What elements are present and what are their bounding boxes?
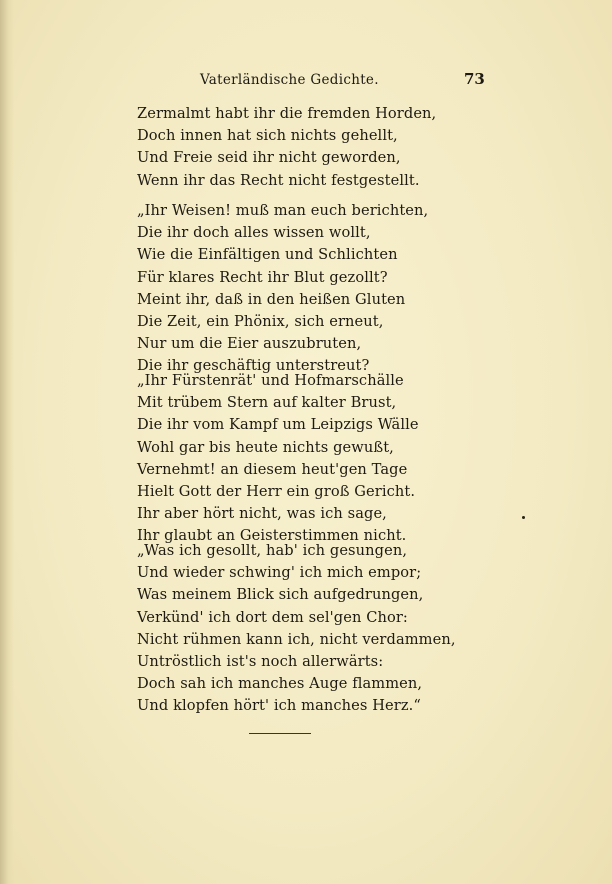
verse-line: Was meinem Blick sich aufgedrungen, — [137, 586, 424, 604]
verse-line: „Ihr Weisen! muß man euch berichten, — [137, 202, 429, 219]
verse-line: Ihr aber hört nicht, was ich sage, — [137, 505, 387, 523]
verse-line: Hielt Gott der Herr ein groß Gericht. — [137, 483, 416, 501]
verse-line: Die ihr doch alles wissen wollt, — [137, 224, 371, 242]
stanza-2 — [137, 200, 428, 378]
verse-line: Und klopfen hört' ich manches Herz.“ — [137, 697, 421, 715]
verse-line: „Was ich gesollt, hab' ich gesungen, — [137, 542, 408, 559]
section-end-rule — [249, 733, 311, 734]
stanza-3 — [137, 370, 419, 548]
verse-line: Die Zeit, ein Phönix, sich erneut, — [137, 313, 384, 331]
verse-line: Meint ihr, daß in den heißen Gluten — [137, 290, 406, 308]
verse-line: Nur um die Eier auszubruten, — [137, 335, 362, 353]
verse-line: Ihr glaubt an Geisterstimmen nicht. — [137, 527, 407, 545]
verse-line: Die ihr vom Kampf um Leipzigs Wälle — [137, 416, 419, 434]
verse-line: Wie die Einfältigen und Schlichten — [137, 246, 398, 264]
verse-line: „Ihr Fürstenrät' und Hofmarschälle — [137, 372, 404, 389]
page-number: 73 — [464, 70, 485, 88]
stanza-1 — [137, 103, 436, 192]
ink-speck — [522, 516, 525, 519]
running-title: Vaterländische Gedichte. — [200, 72, 379, 88]
verse-line: Untröstlich ist's noch allerwärts: — [137, 653, 384, 671]
verse-line: Wohl gar bis heute nichts gewußt, — [137, 438, 394, 456]
verse-line: Zermalmt habt ihr die fremden Horden, — [137, 105, 437, 122]
verse-line: Für klares Recht ihr Blut gezollt? — [137, 268, 388, 286]
page-gutter-shadow — [0, 0, 14, 884]
verse-line: Die ihr geschäftig unterstreut? — [137, 357, 370, 375]
verse-line: Verkünd' ich dort dem sel'gen Chor: — [137, 608, 408, 626]
verse-line: Doch sah ich manches Auge flammen, — [137, 675, 423, 693]
verse-line: Und Freie seid ihr nicht geworden, — [137, 149, 401, 167]
verse-line: Mit trübem Stern auf kalter Brust, — [137, 394, 397, 412]
verse-line: Nicht rühmen kann ich, nicht verdammen, — [137, 630, 456, 648]
stanza-4 — [137, 540, 456, 718]
verse-line: Doch innen hat sich nichts gehellt, — [137, 127, 398, 145]
verse-line: Wenn ihr das Recht nicht festgestellt. — [137, 171, 420, 189]
verse-line: Vernehmt! an diesem heut'gen Tage — [137, 460, 408, 478]
verse-line: Und wieder schwing' ich mich empor; — [137, 564, 422, 582]
